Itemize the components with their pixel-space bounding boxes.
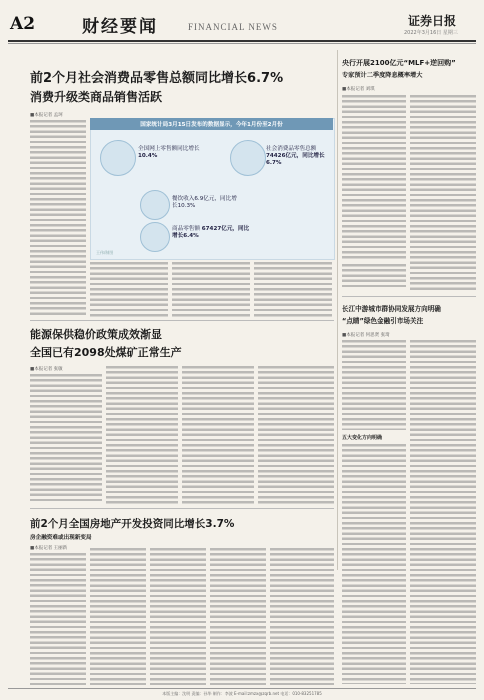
property-text-col4 bbox=[210, 548, 266, 685]
section-title-en: FINANCIAL NEWS bbox=[188, 22, 278, 32]
dateline: 2022年3月16日 星期三 bbox=[404, 30, 458, 36]
masthead-logo: 证券日报 bbox=[408, 14, 457, 28]
main-text-col3 bbox=[172, 262, 250, 317]
right-top-headline: 央行开展2100亿元“MLF+逆回购” bbox=[342, 59, 456, 67]
side-subhead: 五大变化方向明确 bbox=[342, 435, 383, 441]
property-text-col1 bbox=[30, 553, 86, 685]
right-mid-text-col1 bbox=[342, 340, 406, 430]
header-rule bbox=[8, 40, 476, 42]
panel-item-retail: 社会消费品零售总额 74426亿元，同比增长6.7% bbox=[266, 146, 325, 166]
panel-item-online: 全国网上零售额同比增长 10.4% bbox=[138, 146, 200, 159]
right-mid-text-col2 bbox=[410, 340, 476, 684]
column-divider bbox=[337, 50, 338, 570]
header-rule-thin bbox=[8, 43, 476, 44]
right-mid-text-col1b bbox=[342, 444, 406, 684]
section-rule bbox=[30, 320, 334, 321]
energy-headline: 能源保供稳价政策成效渐显 bbox=[30, 328, 162, 341]
main-text-col2 bbox=[90, 262, 168, 317]
right-top-byline: ■本报记者 刘琪 bbox=[342, 87, 375, 92]
property-text-col5 bbox=[270, 548, 334, 685]
section-rule-2 bbox=[30, 508, 334, 509]
property-text-col2 bbox=[90, 548, 146, 685]
page-number: A2 bbox=[10, 14, 36, 34]
property-headline: 前2个月全国房地产开发投资同比增长3.7% bbox=[30, 518, 235, 530]
wallet-icon bbox=[230, 140, 266, 176]
goods-icon bbox=[140, 222, 170, 252]
main-byline: ■本报记者 孟珂 bbox=[30, 113, 63, 118]
energy-byline: ■本报记者 张敏 bbox=[30, 367, 63, 372]
main-subhead: 消费升级类商品销售活跃 bbox=[30, 90, 163, 104]
energy-text-col4 bbox=[258, 366, 334, 504]
section-rule-right bbox=[342, 296, 476, 297]
right-mid-headline: 长江中游城市群协同发展方向明确 bbox=[342, 305, 441, 313]
panel-item-goods: 商品零售额 67427亿元，同比增长6.4% bbox=[172, 226, 250, 239]
main-text-col4 bbox=[254, 262, 332, 317]
right-top-text-col1b bbox=[342, 264, 406, 290]
panel-credit: 王伟/制图 bbox=[96, 250, 114, 255]
footer-rule bbox=[8, 688, 476, 689]
right-mid-subhead: “点睛”绿色金融引市场关注 bbox=[342, 317, 424, 325]
energy-text-col3 bbox=[182, 366, 254, 504]
property-text-col3 bbox=[150, 548, 206, 685]
dining-icon bbox=[140, 190, 170, 220]
right-top-subhead: 专家预计二季度降息概率增大 bbox=[342, 72, 423, 79]
energy-subhead: 全国已有2098处煤矿正常生产 bbox=[30, 346, 182, 359]
main-text-col1 bbox=[30, 120, 86, 315]
panel-item-catering: 餐饮收入6.9亿元，同比增长10.3% bbox=[172, 196, 237, 209]
main-headline: 前2个月社会消费品零售总额同比增长6.7% bbox=[30, 71, 284, 86]
property-subhead: 房企融资难或出现新变局 bbox=[30, 535, 92, 541]
right-top-text-col1 bbox=[342, 95, 406, 260]
right-mid-byline: ■本报记者 何思贤 张琦 bbox=[342, 333, 390, 338]
section-title: 财经要闻 bbox=[82, 17, 158, 37]
right-top-text-col2 bbox=[410, 95, 476, 290]
energy-text-col2 bbox=[106, 366, 178, 504]
cart-icon bbox=[100, 140, 136, 176]
info-panel-title: 国家统计局3月15日发布的数据显示，今年1月份至2月份 bbox=[140, 122, 283, 128]
energy-text-col1 bbox=[30, 374, 102, 504]
footer-info: 本版主编：沈明 责编：孙华 制作：李波 E-mail:zmzx@zqrb.net 电话：010-83251785 bbox=[162, 691, 322, 696]
property-byline: ■本报记者 王丽新 bbox=[30, 546, 68, 551]
